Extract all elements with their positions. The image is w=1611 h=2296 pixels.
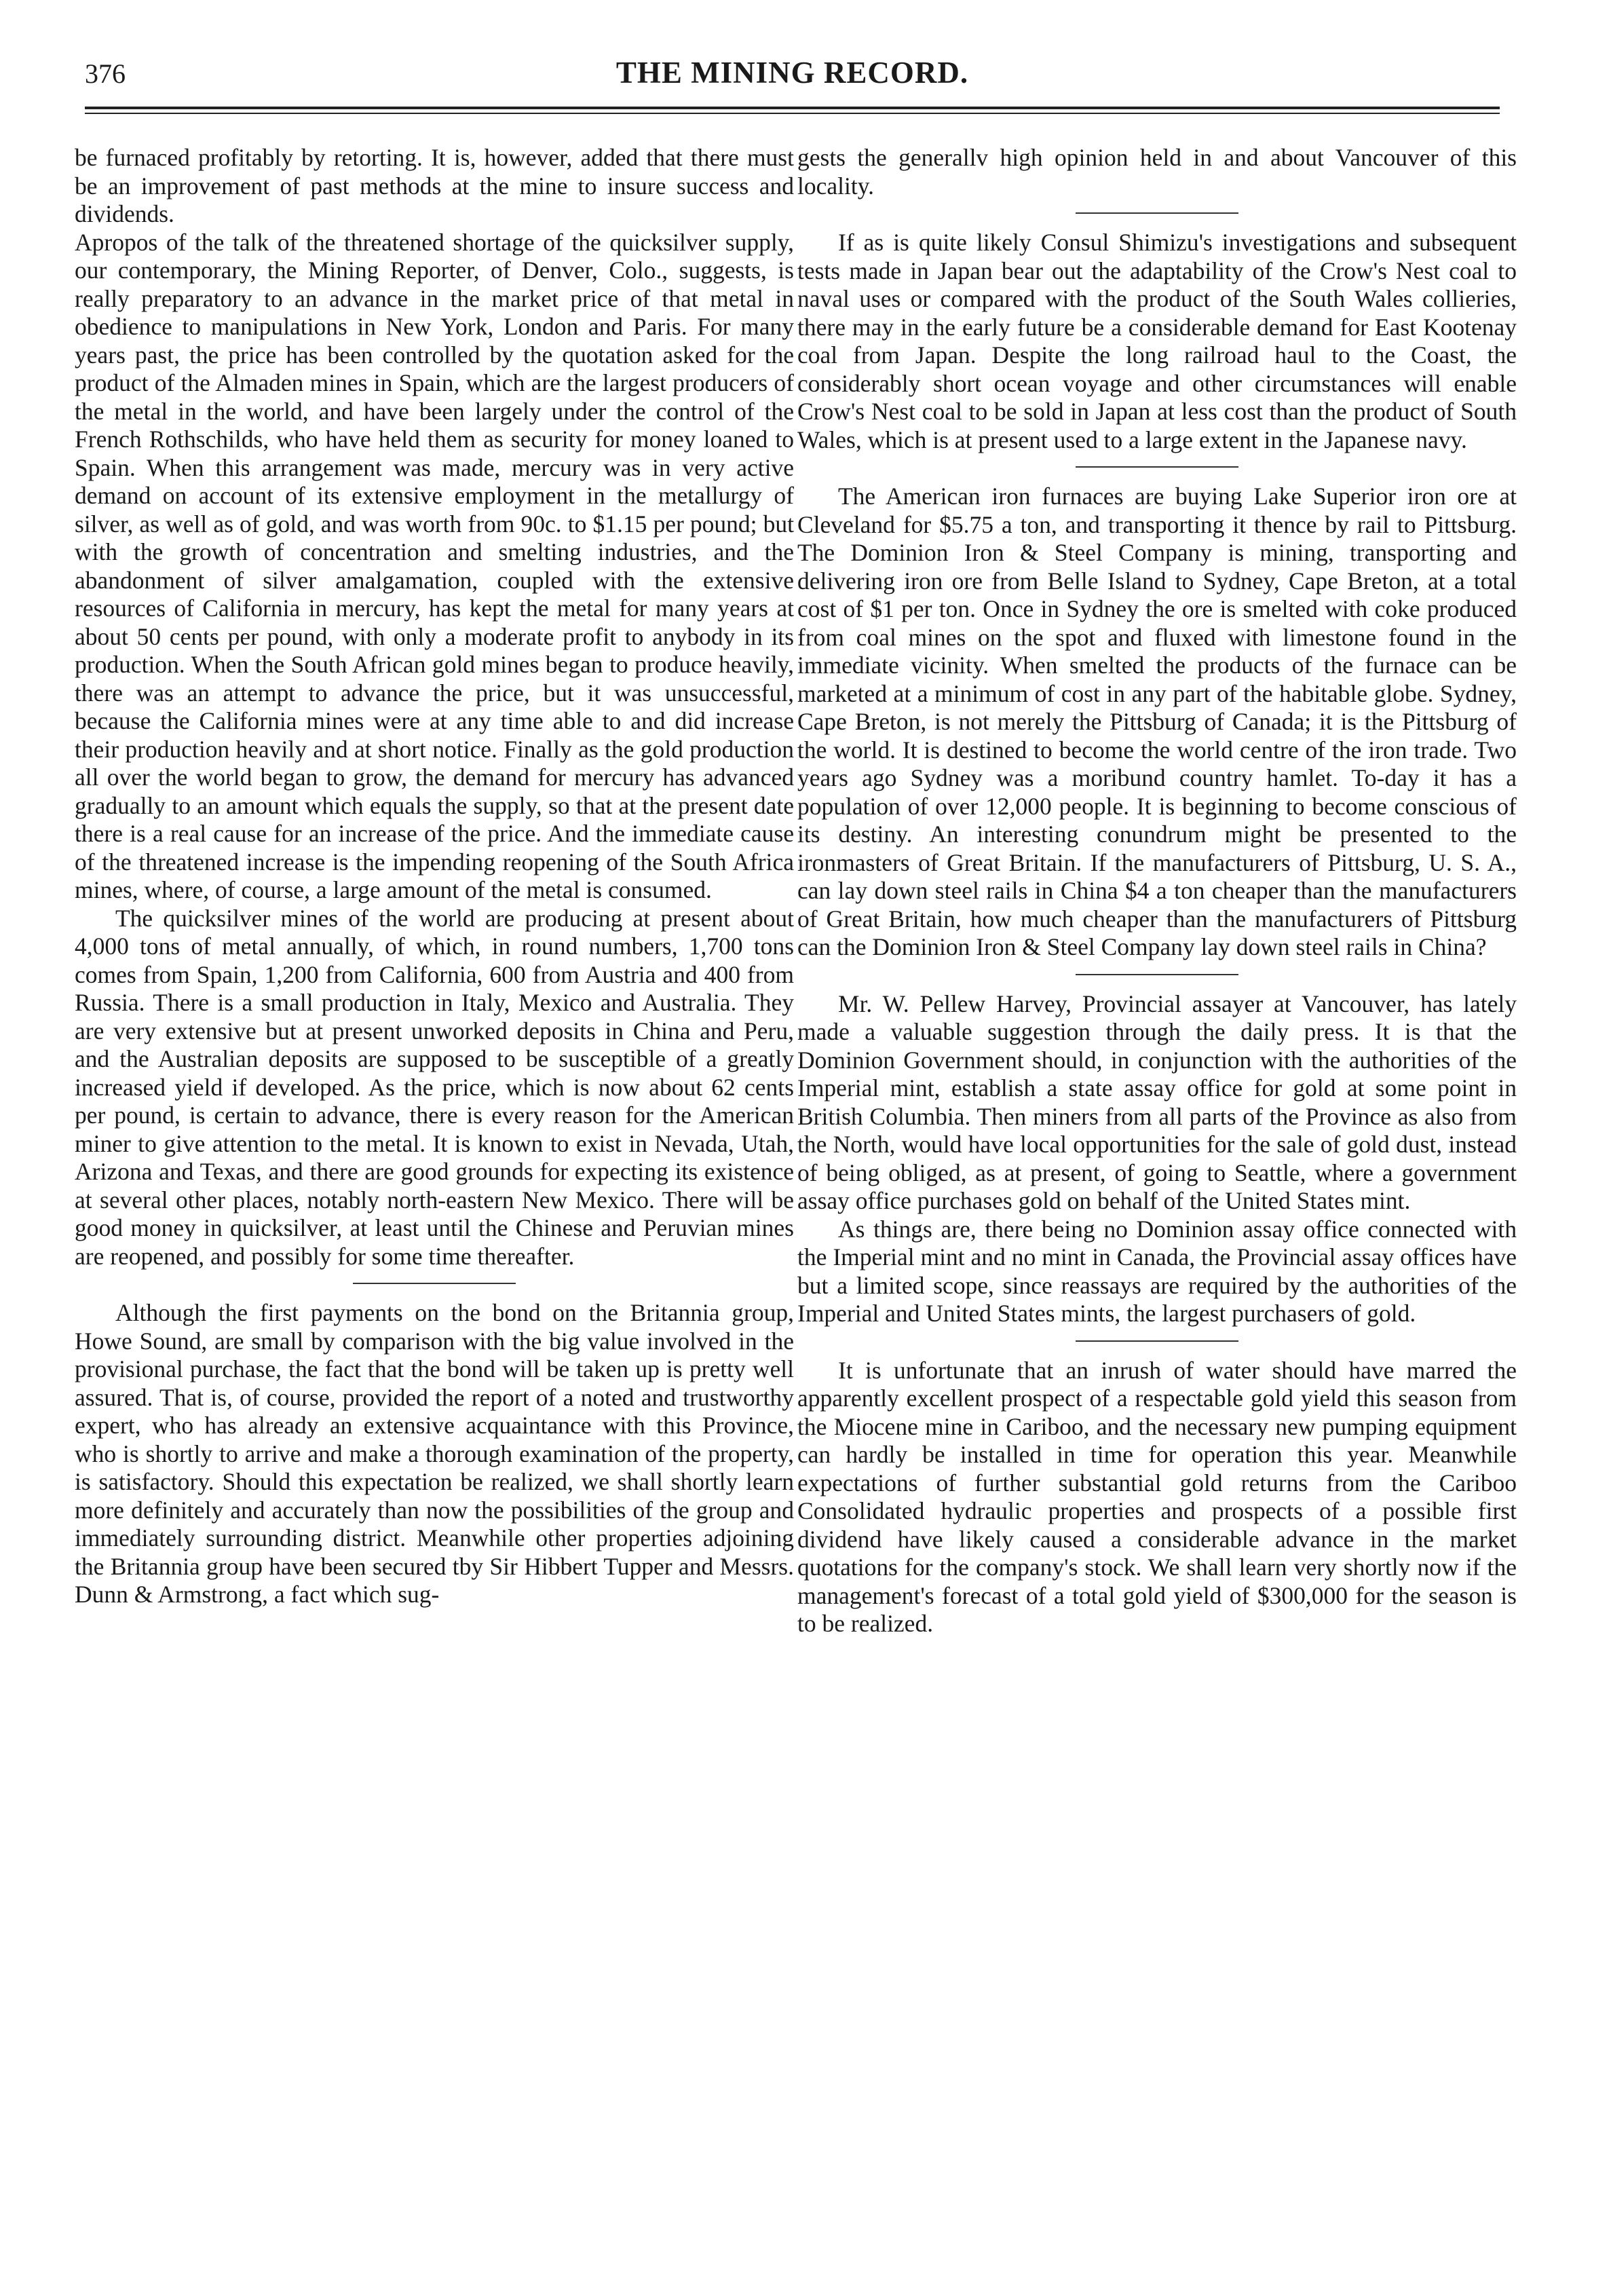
page-header xyxy=(85,54,1500,95)
paragraph-quicksilver-supply: Apropos of the talk of the threatened shortage of the quicksilver supply, our contemporary, the Mining Reporter, of Denver, Colo., suggests, is really preparatory to an advance in the market price of that metal in obedience to manipulations in New York, London and Paris. For many years past, the price has been controlled by the quotation asked for the product of the Almaden mines in Spain, which are the largest producers of the metal in the world, and have been largely under the control of the French Rothschilds, who have held them as security for money loaned to Spain. When this arrangement was made, mercury was in very active demand on account of its extensive employment in the metallurgy of silver, as well as of gold, and was worth from 90c. to $1.15 per pound; but with the growth of concentration and smelting industries, and the abandonment of silver amalgamation, coupled with the extensive resources of California in mercury, has kept the metal for many years at about 50 cents per pound, with only a moderate profit to anybody in its production. When the South African gold mines began to produce heavily, there was an attempt to advance the price, but it was unsuccessful, because the California mines were at any time able to and did increase their production heavily and at short notice. Finally as the gold production all over the world began to grow, the demand for mercury has advanced gradually to an amount which equals the supply, so that at the present date there is a real cause for an increase of the price. And the immediate cause of the threatened increase is the impending reopening of the South Africa mines, where, of course, a large amount of the metal is consumed. xyxy=(75,228,794,903)
page-title: THE MINING RECORD. xyxy=(615,56,969,90)
header-rule-thin xyxy=(85,113,1500,114)
paragraph-crows-nest-coal: If as is quite likely Consul Shimizu's investigations and subsequent tests made in Japan bear out the adaptability of the Crow's Nest coal to naval uses or compared with the product of the South Wales collieries, there may in the early future be a considerable demand for East Kootenay coal from Japan. Despite the long railroad haul to the Coast, the considerably short ocean voyage and other circumstances will enable Crow's Nest coal to be sold in Japan at less cost than the product of South Wales, which is at present used to a large extent in the Japanese navy. xyxy=(797,229,1517,453)
paragraph-assay-office: Mr. W. Pellew Harvey, Provincial assayer at Vancouver, has lately made a valuable suggestion through the daily press. It is that the Dominion Government should, in conjunction with the authorities of the Imperial mint, establish a state assay office for gold at some point in British Columbia. Then miners from all parts of the Province as also from the North, would have local opportunities for the sale of gold dust, instead of being obliged, as at present, of going to Seattle, where a government assay office purchases gold on behalf of the United States mint. xyxy=(797,990,1517,1214)
header-rule-thick xyxy=(85,107,1500,109)
paragraph-imperial-mint: As things are, there being no Dominion assay office connected with the Imperial mint and no mint in Canada, the Provincial assay offices have but a limited scope, since reassays are required by the authorities of the Imperial and United States mints, the largest purchasers of gold. xyxy=(797,1215,1517,1327)
paragraph-retorting: be furnaced profitably by retorting. It is, however, added that there must be an improvement of past methods at the mine to insure success and dividends. xyxy=(75,144,794,227)
paragraph-iron-furnaces: The American iron furnaces are buying Lake Superior iron ore at Cleveland for $5.75 a ton, and transporting it thence by rail to Pittsburg. The Dominion Iron & Steel Company is mining, transporting and delivering iron ore from Belle Island to Sydney, Cape Breton, at a total cost of $1 per ton. Once in Sydney the ore is smelted with coke produced from coal mines on the spot and fluxed with limestone found in the immediate vicinity. When smelted the products of the furnace can be marketed at a minimum of cost in any part of the habitable globe. Sydney, Cape Breton, is not merely the Pittsburg of Canada; it is the Pittsburg of the world. It is destined to become the world centre of the iron trade. Two years ago Sydney was a moribund country hamlet. To-day it has a population of over 12,000 people. It is beginning to become conscious of its destiny. An interesting conundrum might be presented to the ironmasters of Great Britain. If the manufacturers of Pittsburg, U. S. A., can lay down steel rails in China $4 a ton cheaper than the manufacturers of Great Britain, how much cheaper than the manufacturers of Pittsburg can the Dominion Iron & Steel Company lay down steel rails in China? xyxy=(797,483,1517,960)
section-divider xyxy=(1076,1340,1238,1342)
left-column xyxy=(75,144,794,1609)
right-column xyxy=(797,144,1517,1638)
page-number: 376 xyxy=(85,58,126,89)
paragraph-britannia-group: Although the first payments on the bond on the Britannia group, Howe Sound, are small by comparison with the big value involved in the provisional purchase, the fact that the bond will be taken up is pretty well assured. That is, of course, provided the report of a noted and trustworthy expert, who has already an extensive acquaintance with this Province, who is shortly to arrive and make a thorough examination of the property, is satisfactory. Should this expectation be realized, we shall shortly learn more definitely and accurately than now the possibilities of the group and immediately surrounding district. Meanwhile other properties adjoining the Britannia group have been secured tby Sir Hibbert Tupper and Messrs. Dunn & Armstrong, a fact which sug- xyxy=(75,1299,794,1608)
paragraph-miocene-mine: It is unfortunate that an inrush of water should have marred the apparently excellent prospect of a respectable gold yield this season from the Miocene mine in Cariboo, and the necessary new pumping equipment can hardly be installed in time for operation this year. Meanwhile expectations of further substantial gold returns from the Cariboo Consolidated hydraulic properties and prospects of a possible first dividend have likely caused a considerable advance in the market quotations for the company's stock. We shall learn very shortly now if the management's forecast of a total gold yield of $300,000 for the season is to be realized. xyxy=(797,1356,1517,1637)
section-divider xyxy=(1076,974,1238,975)
section-divider xyxy=(1076,466,1238,468)
paragraph-quicksilver-mines: The quicksilver mines of the world are producing at present about 4,000 tons of metal annually, of which, in round numbers, 1,700 tons comes from Spain, 1,200 from California, 600 from Austria and 400 from Russia. There is a small production in Italy, Mexico and Australia. They are very extensive but at present unworked deposits in China and Peru, and the Australian deposits are supposed to be susceptible of a greatly increased yield if developed. As the price, which is now about 62 cents per pound, is certain to advance, there is every reason for the American miner to give attention to the metal. It is known to exist in Nevada, Utah, Arizona and Texas, and there are good grounds for expecting its existence at several other places, notably north-eastern New Mexico. There will be good money in quicksilver, at least until the Chinese and Peruvian mines are reopened, and possibly for some time thereafter. xyxy=(75,904,794,1270)
section-divider xyxy=(353,1283,516,1284)
section-divider xyxy=(1076,212,1238,214)
paragraph-vancouver-opinion: gests the generallv high opinion held in and about Vancouver of this locality. xyxy=(797,144,1517,200)
